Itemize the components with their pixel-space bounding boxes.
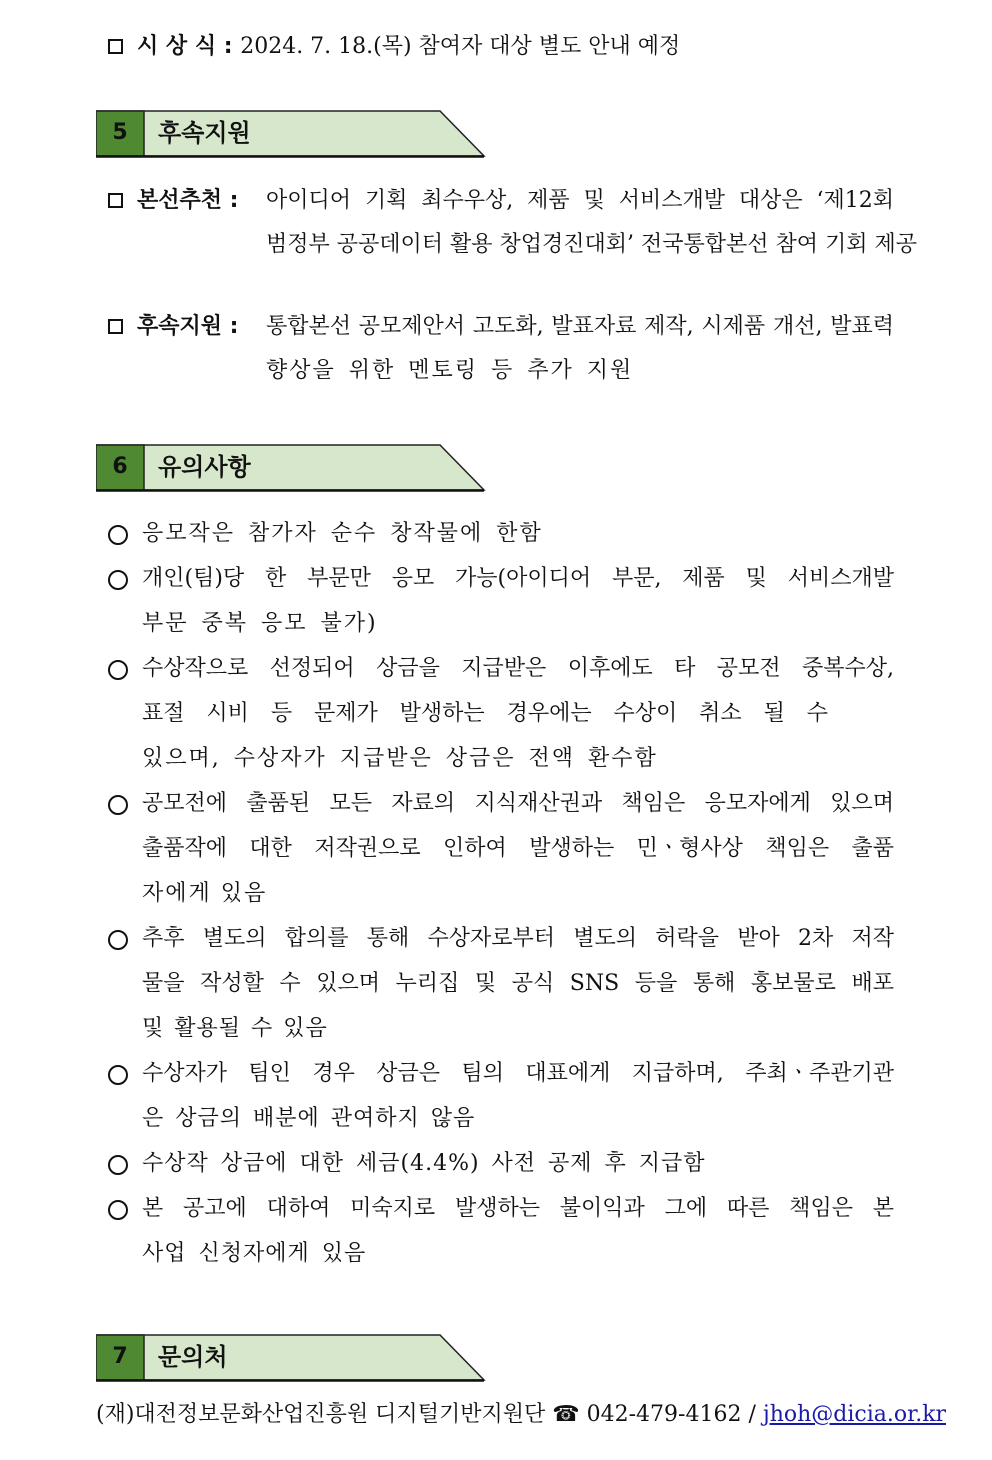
note-line: 추후 별도의 합의를 통해 수상자로부터 별도의 허락을 받아 2차 저작: [142, 926, 894, 951]
bullet-circle-icon: [108, 795, 128, 815]
note-line: 및 활용될 수 있음: [142, 1016, 328, 1041]
support-item-label-row: [108, 186, 238, 216]
contact-phone: 042-479-4162: [586, 1402, 742, 1427]
bullet-circle-icon: [108, 1200, 128, 1220]
note-line: 개인(팀)당 한 부문만 응모 가능(아이디어 부문, 제품 및 서비스개발: [142, 566, 894, 591]
support-item-text-line: 아이디어 기획 최수우상, 제품 및 서비스개발 대상은 ‘제12회: [266, 188, 894, 213]
note-line: 자에게 있음: [142, 881, 268, 906]
contact-organization: (재)대전정보문화산업진흥원 디지털기반지원단: [96, 1402, 546, 1427]
support-item-label: 후속지원: [137, 314, 223, 339]
section-header-shape: [96, 444, 486, 492]
bullet-circle-icon: [108, 1065, 128, 1085]
section-5-header: [96, 110, 486, 156]
colon: :: [222, 188, 239, 213]
telephone-icon: ☎: [552, 1402, 580, 1427]
section-number: 7: [112, 1344, 128, 1369]
colon: :: [222, 314, 239, 339]
colon: :: [216, 34, 241, 59]
section-number: 5: [112, 120, 128, 145]
note-line: 표절 시비 등 문제가 발생하는 경우에는 수상이 취소 될 수: [142, 701, 828, 726]
section-header-shape: [96, 110, 486, 158]
bullet-circle-icon: [108, 660, 128, 680]
checkbox-square-icon: [108, 193, 123, 208]
checkbox-square-icon: [108, 39, 123, 54]
note-line: 공모전에 출품된 모든 자료의 지식재산권과 책임은 응모자에게 있으며: [142, 791, 894, 816]
section-title: 후속지원: [158, 119, 251, 147]
bullet-circle-icon: [108, 1155, 128, 1175]
section-7-header: [96, 1334, 486, 1380]
award-ceremony-row: [108, 32, 680, 62]
bullet-circle-icon: [108, 570, 128, 590]
section-number: 6: [112, 454, 128, 479]
note-line: 물을 작성할 수 있으며 누리집 및 공식 SNS 등을 통해 홍보물로 배포: [142, 971, 894, 996]
section-6-header: [96, 444, 486, 490]
contact-email-link[interactable]: jhoh@dicia.or.kr: [762, 1402, 947, 1427]
support-item-text-line: 범정부 공공데이터 활용 창업경진대회’ 전국통합본선 참여 기회 제공: [266, 232, 918, 257]
note-line: 출품작에 대한 저작권으로 인하여 발생하는 민ㆍ형사상 책임은 출품: [142, 836, 894, 861]
bullet-circle-icon: [108, 525, 128, 545]
note-line: 사업 신청자에게 있음: [142, 1241, 367, 1266]
note-line: 부문 중복 응모 불가): [142, 611, 378, 636]
award-label: 시 상 식: [137, 34, 217, 59]
contact-line: [96, 1400, 946, 1430]
support-item-text-line: 향상을 위한 멘토링 등 추가 지원: [266, 358, 634, 383]
note-line: 있으며, 수상자가 지급받은 상금은 전액 환수함: [142, 746, 658, 771]
note-line: 응모작은 참가자 순수 창작물에 한함: [142, 521, 543, 546]
support-item-label-row: [108, 312, 238, 342]
bullet-circle-icon: [108, 930, 128, 950]
section-title: 문의처: [158, 1343, 228, 1371]
note-line: 수상자가 팀인 경우 상금은 팀의 대표에게 지급하며, 주최ㆍ주관기관: [142, 1061, 894, 1086]
contact-separator: /: [748, 1402, 756, 1427]
note-line: 수상작 상금에 대한 세금(4.4%) 사전 공제 후 지급함: [142, 1151, 706, 1176]
checkbox-square-icon: [108, 319, 123, 334]
section-header-shape: [96, 1334, 486, 1382]
award-text: 2024. 7. 18.(목) 참여자 대상 별도 안내 예정: [240, 34, 681, 59]
support-item-label: 본선추천: [137, 188, 223, 213]
support-item-text-line: 통합본선 공모제안서 고도화, 발표자료 제작, 시제품 개선, 발표력: [266, 314, 894, 339]
note-line: 은 상금의 배분에 관여하지 않음: [142, 1106, 476, 1131]
section-title: 유의사항: [158, 453, 251, 481]
note-line: 본 공고에 대하여 미숙지로 발생하는 불이익과 그에 따른 책임은 본: [142, 1196, 894, 1221]
note-line: 수상작으로 선정되어 상금을 지급받은 이후에도 타 공모전 중복수상,: [142, 656, 894, 681]
